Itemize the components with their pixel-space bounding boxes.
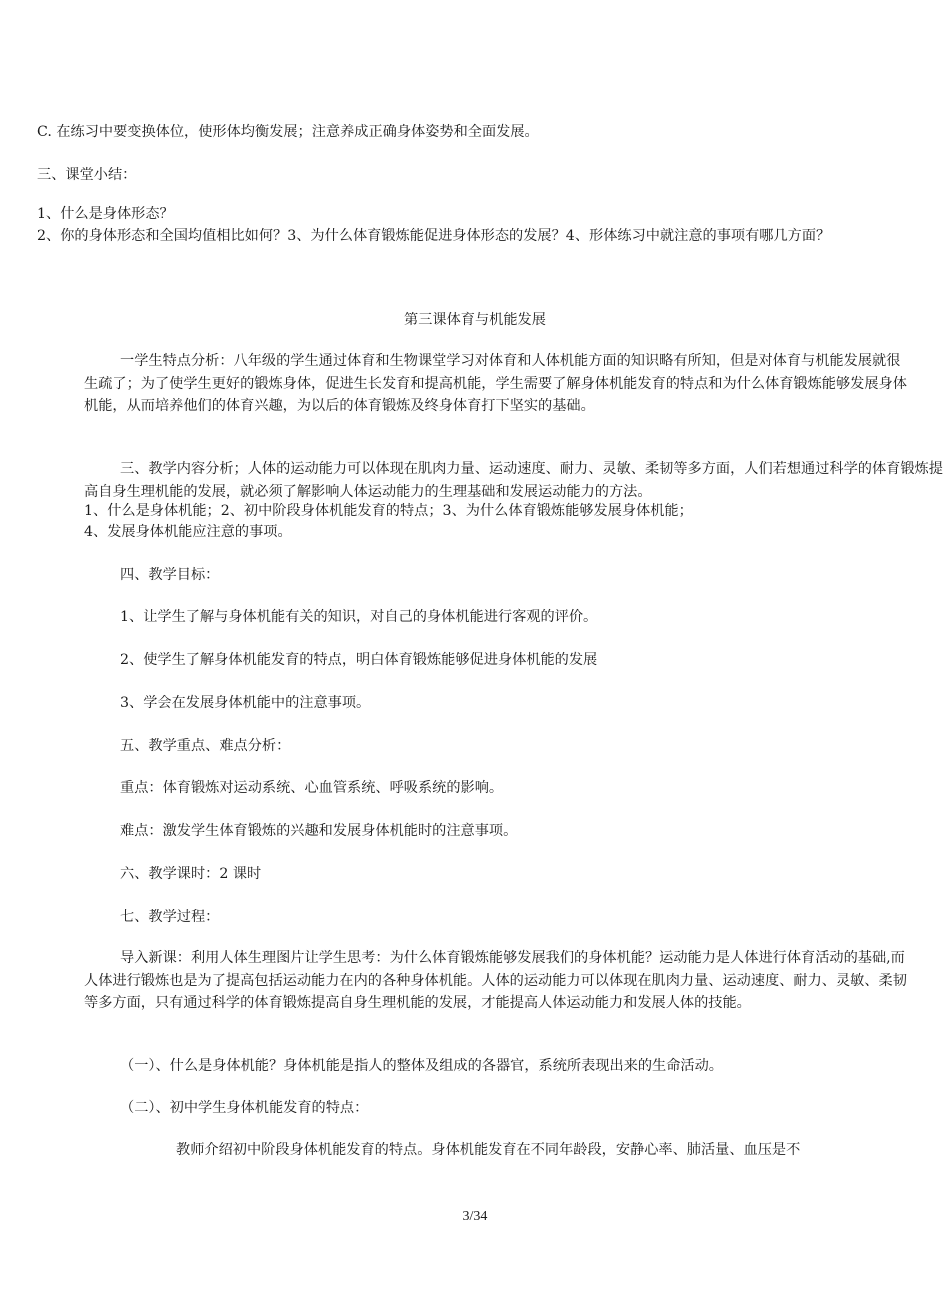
intro-paragraph: 导入新课：利用人体生理图片让学生思考：为什么体育锻炼能够发展我们的身体机能？运动能力是人体进行体育活动的基础,而人体进行锻炼也是为了提高包括运动能力在内的各种身体机能。人体的运动能力可以体现在肌肉力量、运动速度、耐力、灵敏、柔韧等多方面，只有通过科学的体育锻炼提高自身生理机能的发展，才能提高人体运动能力和发展人体的技能。 — [84, 950, 907, 1011]
student-analysis: 一学生特点分析：八年级的学生通过体育和生物课堂学习对体育和人体机能方面的知识略有所知，但是对体育与机能发展就很生疏了；为了使学生更好的锻炼身体，促进生长发育和提高机能，学生需要了解身体机能发育的特点和为什么体育锻炼能够发展身体机能，从而培养他们的体育兴趣，为以后的体育锻炼及终身体育打下坚实的基础。 — [84, 353, 907, 414]
lesson-title: 第三课体育与机能发展 — [404, 312, 546, 328]
section-2: （二）、初中学生身体机能发育的特点： — [120, 1100, 369, 1116]
key-heading: 五、教学重点、难点分析： — [120, 738, 291, 754]
question-2: 2、你的身体形态和全国均值相比如何？3、为什么体育锻炼能促进身体形态的发展？4、形体练习中就注意的事项有哪几方面？ — [37, 228, 831, 244]
summary-heading: 三、课堂小结： — [37, 167, 137, 183]
key-point: 重点：体育锻炼对运动系统、心血管系统、呼吸系统的影响。 — [120, 780, 504, 796]
content-list-line-2: 4、发展身体机能应注意的事项。 — [84, 524, 292, 540]
section-1: （一）、什么是身体机能？身体机能是指人的整体及组成的各器官，系统所表现出来的生命活动。 — [120, 1058, 723, 1074]
content-analysis: 三、教学内容分析；人体的运动能力可以体现在肌肉力量、运动速度、耐力、灵敏、柔韧等多方面，人们若想通过科学的体育锻炼提高自身生理机能的发展，就必须了解影响人体运动能力的生理基础和发展运动能力的方法。 — [84, 461, 943, 500]
item-c: C. 在练习中要变换体位，使形体均衡发展；注意养成正确身体姿势和全面发展。 — [37, 124, 539, 140]
goals-heading: 四、教学目标： — [120, 567, 220, 583]
goal-1: 1、让学生了解与身体机能有关的知识，对自己的身体机能进行客观的评价。 — [120, 609, 598, 625]
page-number: 3/34 — [462, 1209, 488, 1224]
goal-3: 3、学会在发展身体机能中的注意事项。 — [120, 695, 371, 711]
content-list-line-1: 1、什么是身体机能；2、初中阶段身体机能发育的特点；3、为什么体育锻炼能够发展身体机能； — [84, 503, 693, 519]
process-heading: 七、教学过程： — [120, 909, 220, 925]
difficulty: 难点：激发学生体育锻炼的兴趣和发展身体机能时的注意事项。 — [120, 823, 518, 839]
teaching-hours: 六、教学课时：2 课时 — [120, 866, 262, 882]
goal-2: 2、使学生了解身体机能发育的特点，明白体育锻炼能够促进身体机能的发展 — [120, 652, 598, 668]
question-1: 1、什么是身体形态？ — [37, 206, 174, 222]
teacher-line: 教师介绍初中阶段身体机能发育的特点。身体机能发育在不同年龄段，安静心率、肺活量、血压是不 — [176, 1142, 801, 1158]
